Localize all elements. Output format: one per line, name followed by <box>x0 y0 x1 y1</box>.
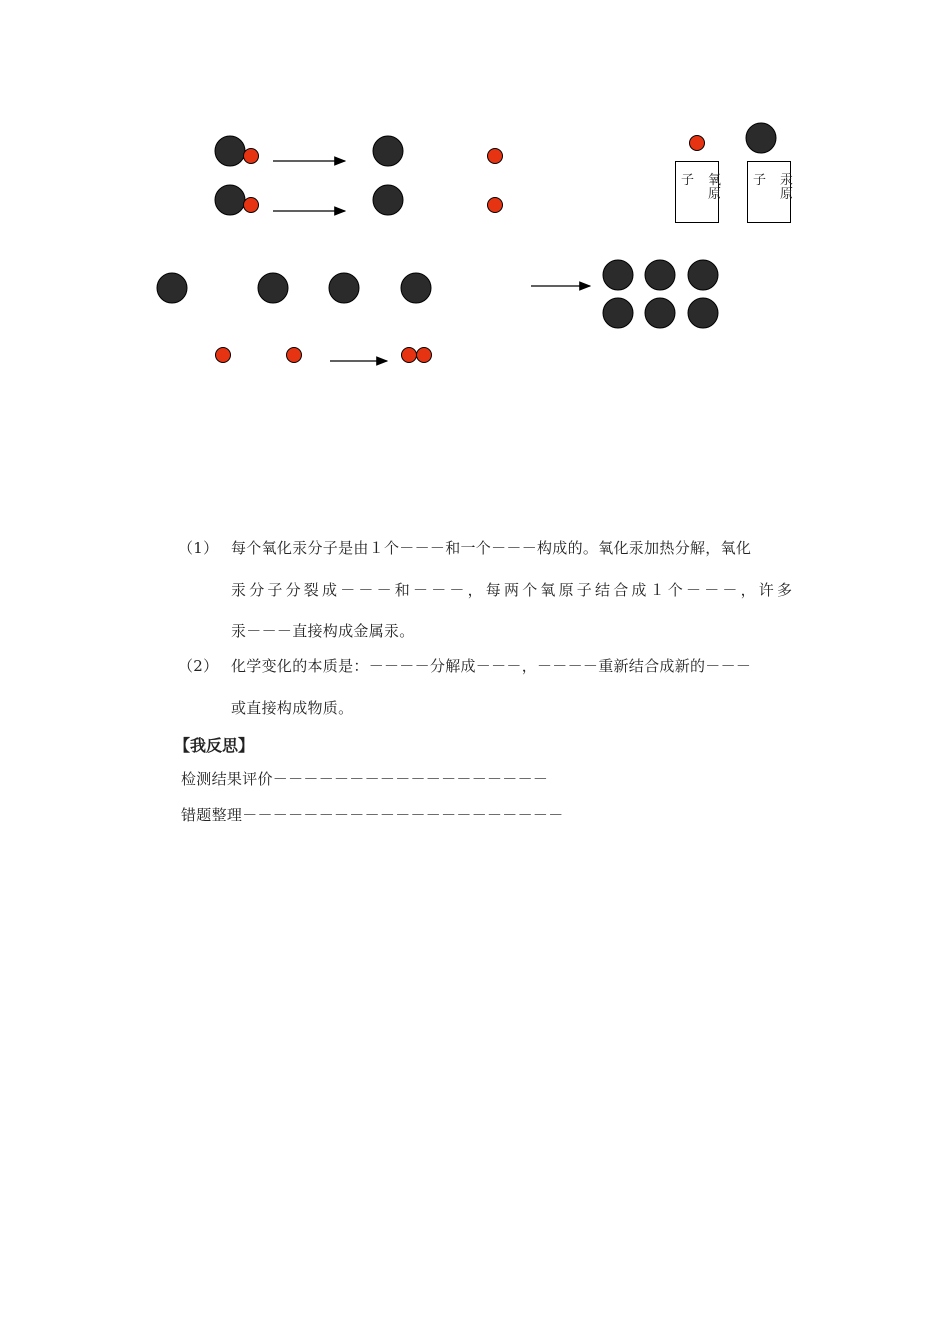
legend-oxygen-char-2: 原 <box>708 187 722 202</box>
mercury-atom <box>329 273 359 303</box>
oxygen-atom <box>287 348 302 363</box>
question-1-line-2: 汞分子分裂成－－－和－－－，每两个氧原子结合成１个－－－，许多 <box>231 581 796 599</box>
question-1-line-1: 每个氧化汞分子是由１个－－－和一个－－－构成的。氧化汞加热分解，氧化 <box>231 539 752 557</box>
evaluation-line: 检测结果评价－－－－－－－－－－－－－－－－－－ <box>181 770 549 788</box>
question-1-number: （1） <box>178 539 219 557</box>
legend-mercury-circle <box>746 123 776 153</box>
question-2-number: （2） <box>178 657 219 675</box>
question-1-line-3: 汞－－－直接构成金属汞。 <box>231 622 415 640</box>
legend-mercury-char-3: 子 <box>753 173 767 188</box>
legend-mercury-box <box>747 161 794 223</box>
oxygen-atom <box>216 348 231 363</box>
legend-mercury-char-1: 汞 <box>780 173 794 188</box>
oxygen-molecule <box>402 348 432 363</box>
legend-mercury-char-2: 原 <box>780 187 794 202</box>
legend-oxygen-char-3: 子 <box>681 173 695 188</box>
mercury-oxide-decomposition-diagram <box>0 0 950 400</box>
error-review-line: 错题整理－－－－－－－－－－－－－－－－－－－－－ <box>181 806 564 824</box>
legend-oxygen-char-1: 氧 <box>708 173 722 188</box>
legend-oxygen-box <box>675 161 722 223</box>
mercury-atom <box>373 185 403 215</box>
mercury-atom <box>401 273 431 303</box>
legend-oxygen-circle <box>690 136 705 151</box>
reflection-heading: 【我反思】 <box>174 736 255 755</box>
mercury-atom <box>373 136 403 166</box>
hgo-molecule-2 <box>215 185 259 215</box>
hgo-molecule-1 <box>215 136 259 166</box>
mercury-atom <box>258 273 288 303</box>
question-2-line-2: 或直接构成物质。 <box>231 699 354 717</box>
oxygen-atom <box>488 149 503 164</box>
question-2-line-1: 化学变化的本质是：－－－－分解成－－－，－－－－重新结合成新的－－－ <box>231 657 752 675</box>
mercury-atom <box>157 273 187 303</box>
metal-mercury-cluster <box>603 260 718 328</box>
oxygen-atom <box>488 198 503 213</box>
